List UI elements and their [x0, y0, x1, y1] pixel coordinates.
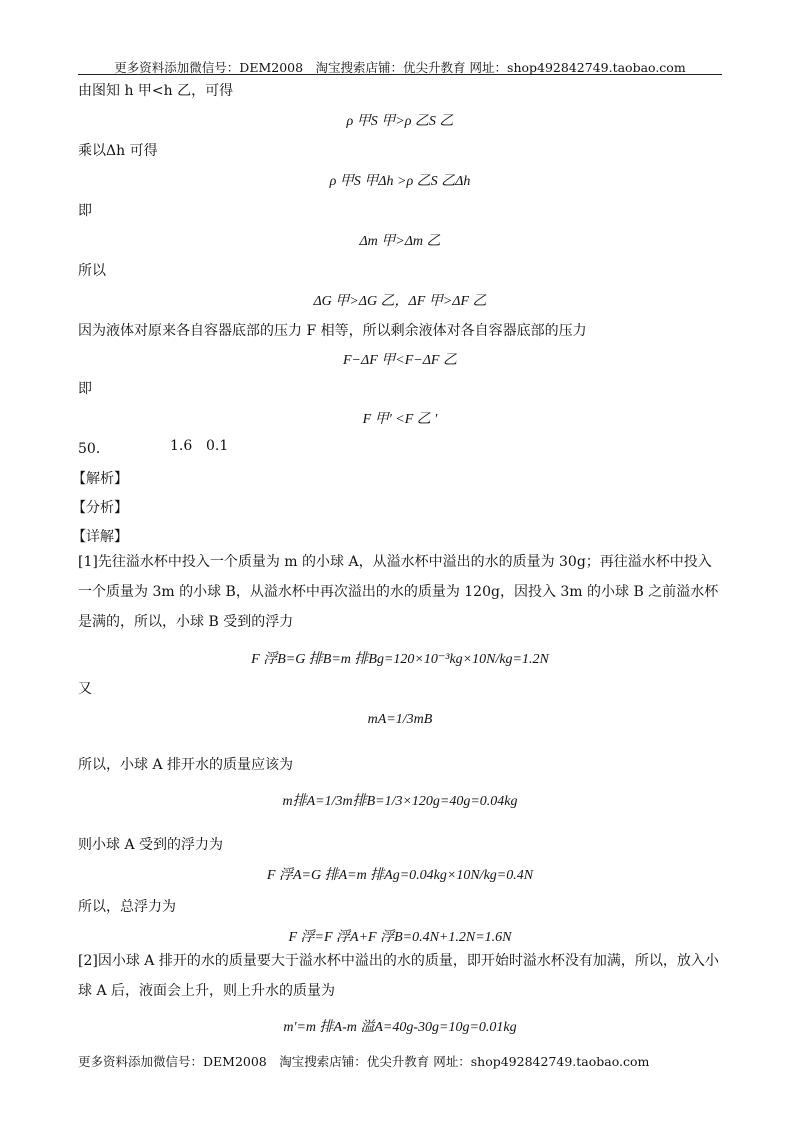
- equation-11: F 浮=F 浮A+F 浮B=0.4N+1.2N=1.6N: [288, 930, 512, 945]
- equation-6: F 甲′ <F 乙 ′: [362, 412, 438, 427]
- question-number: 50．: [78, 441, 110, 457]
- answer-2: 0.1: [206, 438, 229, 454]
- equation-8: mA=1/3mB: [367, 712, 433, 727]
- section-analysis: 【解析】: [72, 471, 128, 487]
- equation-7: F 浮B=G 排B=m 排Bg=120×10⁻³kg×10N/kg=1.2N: [251, 652, 549, 667]
- paragraph-1: [1]先往溢水杯中投入一个质量为 m 的小球 A，从溢水杯中溢出的水的质量为 30g；再往溢水杯中投入一个质量为 3m 的小球 B，从溢水杯中再次溢出的水的质量为 120g，因投入 3m 的小球 B 之前溢水杯是满的，所以，小球 B 受到的浮力: [78, 554, 719, 630]
- header-rule: [78, 74, 722, 75]
- text-line: 又: [78, 681, 92, 697]
- paragraph-2: [2]因小球 A 排开的水的质量要大于溢水杯中溢出的水的质量，即开始时溢水杯没有加满，所以，放入小球 A 后，液面会上升，则上升水的质量为: [78, 953, 719, 999]
- equation-9: m排A=1/3m排B=1/3×120g=40g=0.04kg: [282, 794, 518, 809]
- text-line: 即: [78, 381, 92, 397]
- section-detail: 【详解】: [72, 529, 128, 545]
- section-breakdown: 【分析】: [72, 500, 128, 516]
- equation-5: F−ΔF 甲<F−ΔF 乙: [343, 353, 457, 368]
- equation-1: ρ 甲S 甲>ρ 乙S 乙: [346, 114, 454, 129]
- equation-4: ΔG 甲>ΔG 乙，ΔF 甲>ΔF 乙: [313, 294, 487, 309]
- text-line: 所以，小球 A 排开水的质量应该为: [78, 757, 294, 773]
- page-header: 更多资料添加微信号：DEM2008 淘宝搜索店铺：优尖升教育 网址：shop492842749.taobao.com: [114, 60, 686, 75]
- text-line: 由图知 h 甲<h 乙，可得: [78, 83, 234, 99]
- text-line: 所以，总浮力为: [78, 899, 176, 915]
- text-line: 所以: [78, 263, 106, 279]
- text-line: 因为液体对原来各自容器底部的压力 F 相等，所以剩余液体对各自容器底部的压力: [78, 323, 587, 339]
- page-footer: 更多资料添加微信号：DEM2008 淘宝搜索店铺：优尖升教育 网址：shop492842749.taobao.com: [78, 1054, 650, 1069]
- text-line: 则小球 A 受到的浮力为: [78, 837, 224, 853]
- equation-10: F 浮A=G 排A=m 排Ag=0.04kg×10N/kg=0.4N: [266, 868, 534, 883]
- text-line: 乘以Δh 可得: [78, 143, 158, 159]
- equation-3: Δm 甲>Δm 乙: [359, 234, 441, 249]
- equation-12: m'=m 排A-m 溢A=40g-30g=10g=0.01kg: [283, 1020, 517, 1035]
- answer-1: 1.6: [170, 438, 193, 454]
- equation-2: ρ 甲S 甲Δh >ρ 乙S 乙Δh: [329, 174, 471, 189]
- text-line: 即: [78, 203, 92, 219]
